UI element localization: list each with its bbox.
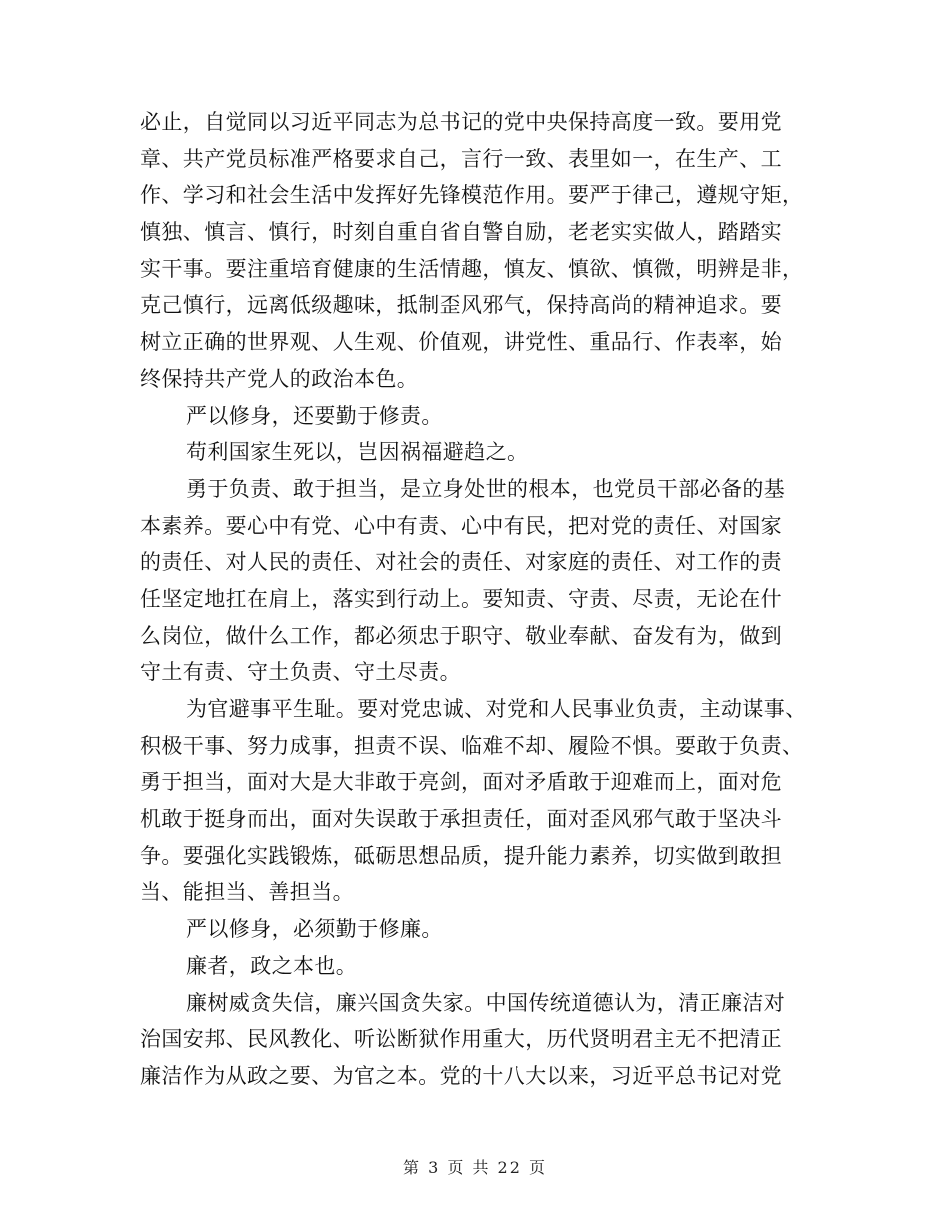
text-line: 慎独、慎言、慎行，时刻自重自省自警自励，老老实实做人，踏踏实 (140, 220, 782, 245)
document-body (140, 104, 810, 1095)
text-line: 克己慎行，远离低级趣味，抵制歪风邪气，保持高尚的精神追求。要 (140, 293, 782, 318)
text-line: 么岗位，做什么工作，都必须忠于职守、敬业奉献、奋发有为，做到 (140, 623, 782, 648)
text-line: 严以修身，还要勤于修责。 (186, 403, 443, 428)
text-line: 积极干事、努力成事，担责不误、临难不却、履险不惧。要敢于负责、 (140, 733, 804, 758)
text-line: 廉树威贪失信，廉兴国贪失家。中国传统道德认为，清正廉洁对 (186, 990, 786, 1015)
text-line: 机敢于挺身而出，面对失误敢于承担责任，面对歪风邪气敢于坚决斗 (140, 807, 782, 832)
text-line: 守土有责、守土负责、守土尽责。 (140, 660, 461, 685)
text-line: 本素养。要心中有党、心中有责、心中有民，把对党的责任、对国家 (140, 513, 782, 538)
text-line: 必止，自觉同以习近平同志为总书记的党中央保持高度一致。要用党 (140, 110, 782, 134)
text-line: 勇于担当，面对大是大非敢于亮剑，面对矛盾敢于迎难而上，面对危 (140, 770, 782, 795)
text-line: 严以修身，必须勤于修廉。 (186, 917, 443, 942)
text-line: 当、能担当、善担当。 (140, 880, 354, 905)
text-line: 苟利国家生死以，岂因祸福避趋之。 (186, 440, 529, 465)
text-line: 争。要强化实践锻炼，砥砺思想品质，提升能力素养，切实做到敢担 (140, 843, 782, 868)
text-line: 廉者，政之本也。 (186, 953, 358, 978)
text-line: 终保持共产党人的政治本色。 (140, 366, 419, 391)
text-line: 的责任、对人民的责任、对社会的责任、对家庭的责任、对工作的责 (140, 550, 782, 575)
page-number-footer: 第 3 页 共 22 页 (403, 1158, 547, 1177)
text-line: 章、共产党员标准严格要求自己，言行一致、表里如一，在生产、工 (140, 146, 782, 171)
text-line: 作、学习和社会生活中发挥好先锋模范作用。要严于律己，遵规守矩， (140, 183, 804, 208)
text-line: 实干事。要注重培育健康的生活情趣，慎友、慎欲、慎微，明辨是非， (140, 256, 804, 281)
text-line: 任坚定地扛在肩上，落实到行动上。要知责、守责、尽责，无论在什 (140, 586, 782, 611)
text-line: 树立正确的世界观、人生观、价值观，讲党性、重品行、作表率，始 (140, 330, 782, 355)
text-line: 廉洁作为从政之要、为官之本。党的十八大以来，习近平总书记对党 (140, 1063, 782, 1088)
text-line: 为官避事平生耻。要对党忠诚、对党和人民事业负责，主动谋事、 (186, 697, 807, 721)
text-line: 治国安邦、民风教化、听讼断狱作用重大，历代贤明君主无不把清正 (140, 1027, 782, 1052)
text-line: 勇于负责、敢于担当，是立身处世的根本，也党员干部必备的基 (186, 476, 786, 501)
